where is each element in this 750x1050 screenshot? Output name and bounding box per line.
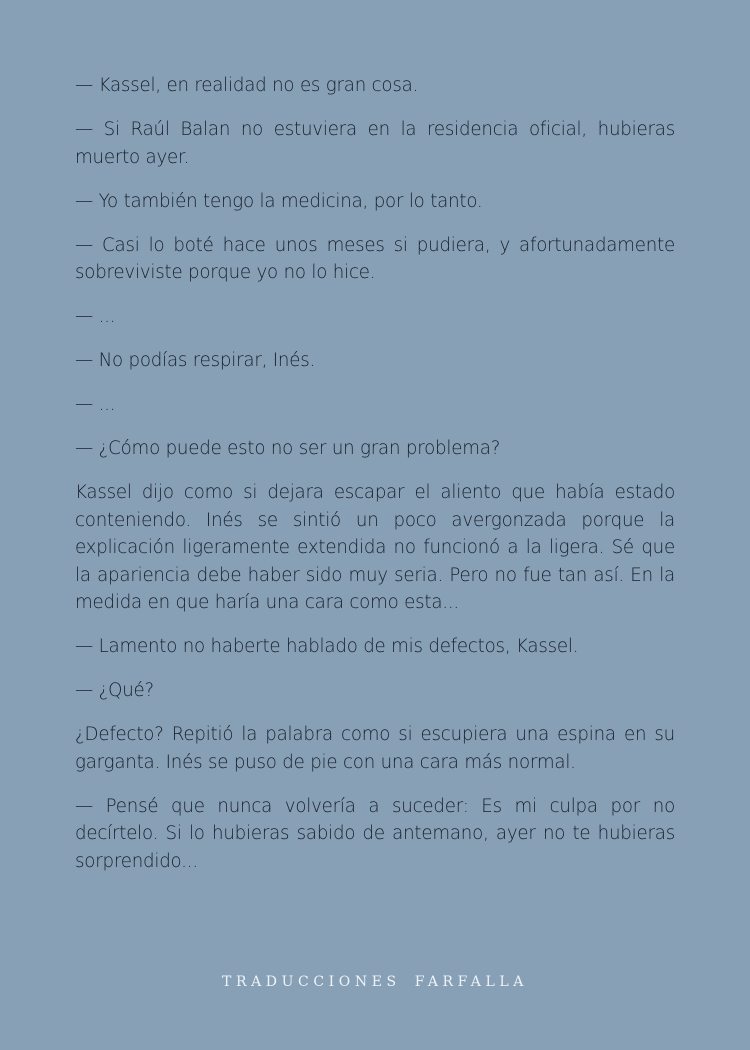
paragraph: — ¿Cómo puede esto no ser un gran problema? xyxy=(75,438,501,459)
footer-word-1: TRADUCCIONES xyxy=(222,974,401,990)
paragraph: — Lamento no haberte hablado de mis defectos, Kassel. xyxy=(75,636,579,657)
paragraph: — Yo también tengo la medicina, por lo tanto. xyxy=(75,190,483,212)
paragraph: — Kassel, en realidad no es gran cosa. xyxy=(75,75,419,96)
footer-word-2: FARFALLA xyxy=(414,974,528,990)
paragraph: — Casi lo boté hace unos meses si pudiera, y afortunadamente sobreviviste porque yo no lo hice. xyxy=(75,234,675,283)
paragraph: ¿Defecto? Repitió la palabra como si escupiera una espina en su garganta. Inés se puso de pie con una cara más normal. xyxy=(75,724,675,773)
paragraph: — ... xyxy=(75,306,116,327)
paragraph: — No podías respirar, Inés. xyxy=(75,350,316,371)
paragraph: — ¿Qué? xyxy=(75,680,155,701)
footer-credit xyxy=(0,974,750,990)
page-body xyxy=(75,72,675,892)
paragraph: Kassel dijo como si dejara escapar el aliento que había estado conteniendo. Inés se sintió un poco avergonzada porque la explicación ligeramente extendida no funcionó a la ligera. Sé que la apariencia debe haber sido muy seria. Pero no fue tan así. En la medida en que haría una cara como esta... xyxy=(75,482,675,613)
paragraph: — Pensé que nunca volvería a suceder: Es mi culpa por no decírtelo. Si lo hubieras sabido de antemano, ayer no te hubieras sorprendido... xyxy=(75,795,675,872)
paragraph: — ... xyxy=(75,394,116,415)
paragraph: — Si Raúl Balan no estuviera en la residencia oficial, hubieras muerto ayer. xyxy=(75,119,675,168)
